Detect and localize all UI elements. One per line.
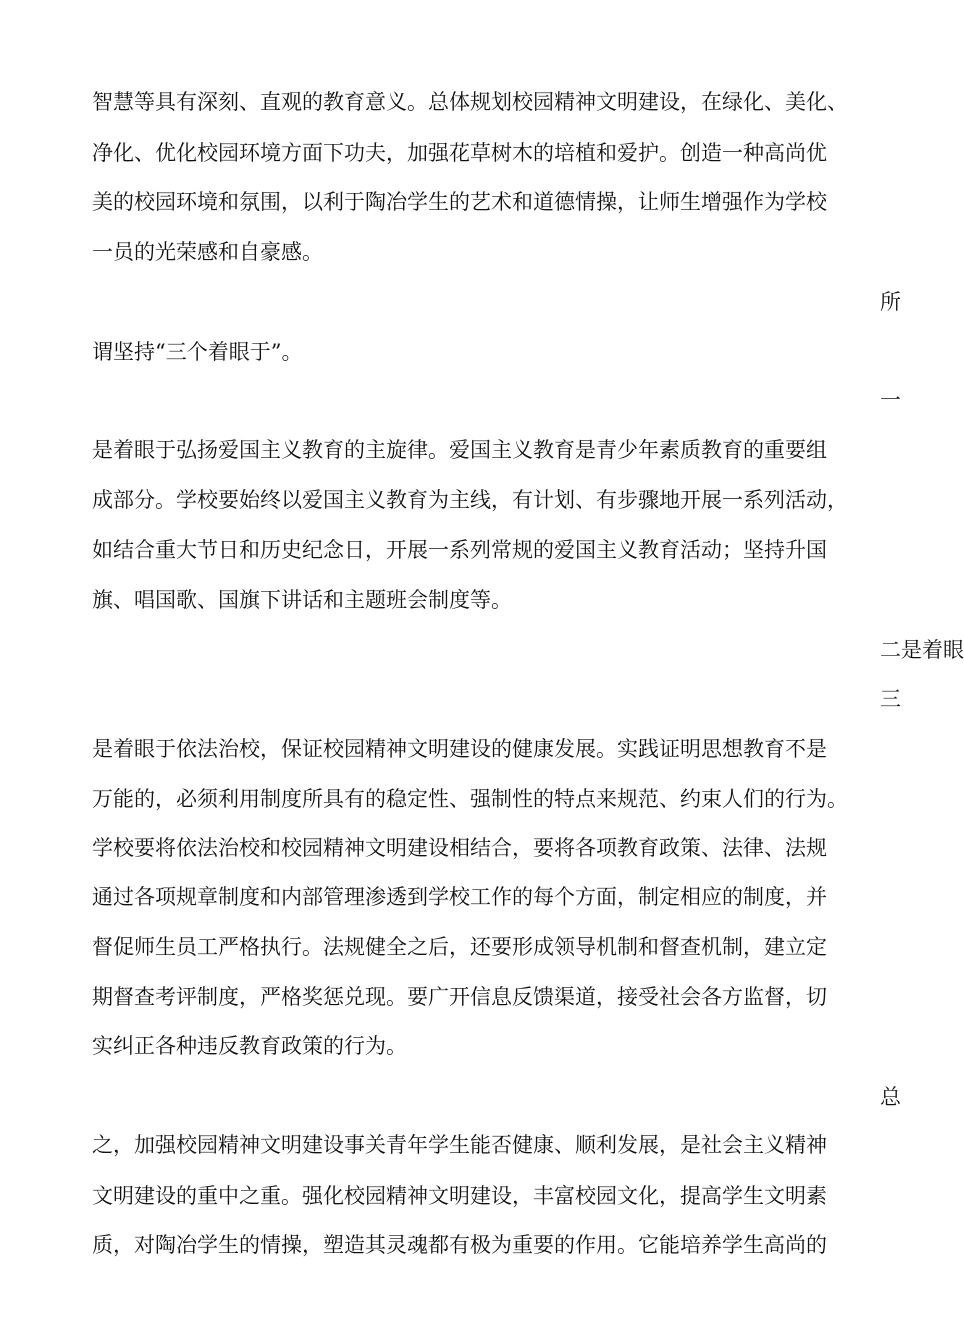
text-line-right: 二是着眼	[880, 638, 964, 662]
text-line: 督促师生员工严格执行。法规健全之后，还要形成领导机制和督查机制，建立定	[92, 935, 827, 959]
text-line: 是着眼于依法治校，保证校园精神文明建设的健康发展。实践证明思想教育不是	[92, 737, 827, 761]
text-line: 实纠正各种违反教育政策的行为。	[92, 1034, 407, 1058]
text-line: 旗、唱国歌、国旗下讲话和主题班会制度等。	[92, 588, 512, 612]
text-line: 净化、优化校园环境方面下功夫，加强花草树木的培植和爱护。创造一种高尚优	[92, 141, 827, 165]
text-line: 文明建设的重中之重。强化校园精神文明建设，丰富校园文化，提高学生文明素	[92, 1184, 827, 1208]
text-line: 成部分。学校要始终以爱国主义教育为主线，有计划、有步骤地开展一系列活动，	[92, 488, 848, 512]
text-line-right: 所	[880, 290, 901, 314]
text-line: 是着眼于弘扬爱国主义教育的主旋律。爱国主义教育是青少年素质教育的重要组	[92, 438, 827, 462]
text-line: 智慧等具有深刻、直观的教育意义。总体规划校园精神文明建设，在绿化、美化、	[92, 90, 848, 114]
text-line-right: 总	[880, 1085, 901, 1109]
text-line-right: 一	[880, 388, 901, 412]
text-line-right: 三	[880, 687, 901, 711]
text-line: 质，对陶冶学生的情操，塑造其灵魂都有极为重要的作用。它能培养学生高尚的	[92, 1233, 827, 1257]
text-line: 学校要将依法治校和校园精神文明建设相结合，要将各项教育政策、法律、法规	[92, 836, 827, 860]
text-line: 如结合重大节日和历史纪念日，开展一系列常规的爱国主义教育活动；坚持升国	[92, 538, 827, 562]
text-line: 通过各项规章制度和内部管理渗透到学校工作的每个方面，制定相应的制度，并	[92, 885, 827, 909]
text-line: 一员的光荣感和自豪感。	[92, 240, 323, 264]
text-line: 期督查考评制度，严格奖惩兑现。要广开信息反馈渠道，接受社会各方监督，切	[92, 985, 827, 1009]
text-line: 美的校园环境和氛围，以利于陶冶学生的艺术和道德情操，让师生增强作为学校	[92, 190, 827, 214]
text-line: 谓坚持“三个着眼于”。	[92, 340, 303, 364]
text-line: 之，加强校园精神文明建设事关青年学生能否健康、顺利发展，是社会主义精神	[92, 1133, 827, 1157]
text-line: 万能的，必须利用制度所具有的稳定性、强制性的特点来规范、约束人们的行为。	[92, 787, 848, 811]
